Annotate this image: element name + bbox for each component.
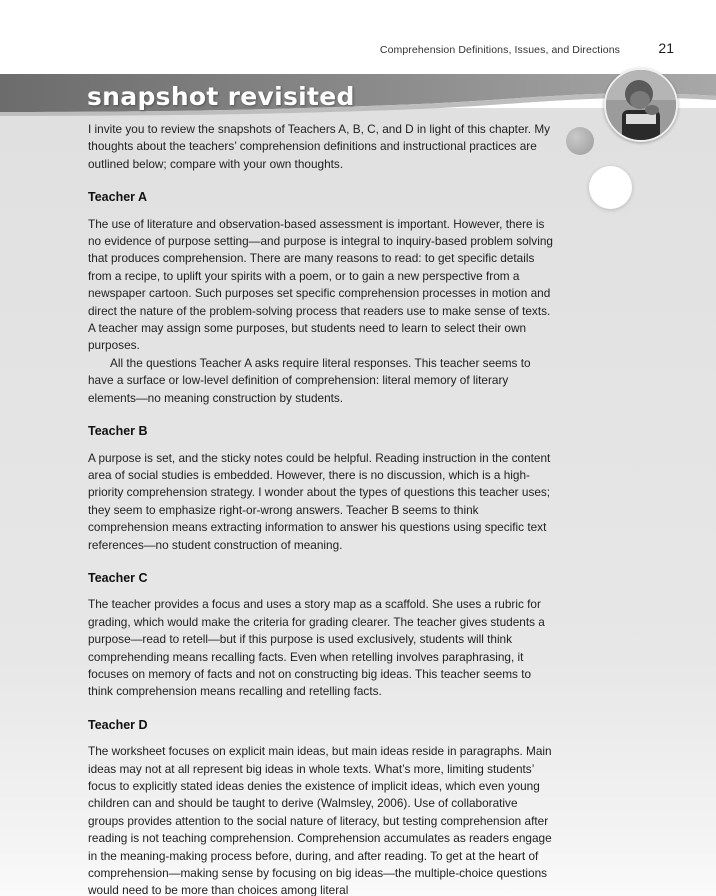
running-head: Comprehension Definitions, Issues, and Directions [379, 44, 620, 56]
section-heading: Teacher C [88, 570, 148, 585]
decorative-bubble-small [566, 127, 594, 155]
section-teacher-b [88, 423, 556, 554]
section-paragraph: The use of literature and observation-based assessment is important. However, there is no evidence of purpose setting—and purpose is integral to inquiry-based problem solving that produces comprehension. There are many reasons to read: to get specific details from a recipe, to uplift your spirits with a poem, or to gain a new perspective from a newspaper cartoon. Such purposes set specific comprehension processes in motion and direct the nature of the problem-solving process that readers use to make sense of texts. A teacher may assign some purposes, but students need to learn to select their own purposes. [88, 216, 553, 353]
section-paragraph: The worksheet focuses on explicit main ideas, but main ideas reside in paragraphs. Main ideas may not at all represent big ideas in whole texts. What’s more, limiting students’ focus to explicitly stated ideas denies the existence of implicit ideas, which even young children can and should be taught to derive (Walmsley, 2006). Use of collaborative groups provides attention to the social nature of literacy, but testing comprehension after reading is not teaching comprehension. Comprehension accumulates as readers engage in the meaning-making process before, during, and after reading. To get at the heart of comprehension—making sense by focusing on big ideas—the multiple-choice questions would need to be more than choices among literal [88, 744, 552, 896]
main-content [88, 121, 556, 896]
section-heading: Teacher B [88, 424, 148, 439]
page-number: 21 [658, 40, 674, 56]
intro-paragraph: I invite you to review the snapshots of Teachers A, B, C, and D in light of this chapter. My thoughts about the teachers’ comprehension definitions and instructional practices are outlined below; compare with your own thoughts. [88, 122, 551, 171]
section-teacher-d [88, 717, 556, 896]
decorative-bubble-large [589, 166, 632, 209]
child-photo [604, 68, 678, 142]
section-paragraph: A purpose is set, and the sticky notes could be helpful. Reading instruction in the content area of social studies is embedded. However, there is no discussion, which is a high-priority comprehension strategy. I wonder about the types of questions this teacher uses; they seem to emphasize right-or-wrong answers. Teacher B seems to think comprehension means extracting information to answer his questions using specific text references—no student construction of meaning. [88, 450, 551, 552]
section-heading: Teacher D [88, 717, 148, 732]
section-paragraph: All the questions Teacher A asks require literal responses. This teacher seems to have a surface or low-level definition of comprehension: literal memory of literary elements—no meaning construction by students. [88, 355, 531, 405]
child-photo-illustration [606, 70, 676, 140]
section-teacher-a [88, 189, 556, 407]
banner-title: snapshot revisited [87, 82, 355, 111]
section-paragraph: The teacher provides a focus and uses a story map as a scaffold. She uses a rubric for grading, which would make the criteria for grading clearer. The teacher gives students a purpose—read to retell—but if this purpose is used exclusively, students will think comprehending means recalling facts. Even when retelling involves paraphrasing, it focuses on memory of facts and not on constructing big ideas. This teacher seems to think comprehension means recalling and retelling facts. [88, 597, 545, 699]
section-heading: Teacher A [88, 190, 148, 205]
section-teacher-c [88, 570, 556, 701]
